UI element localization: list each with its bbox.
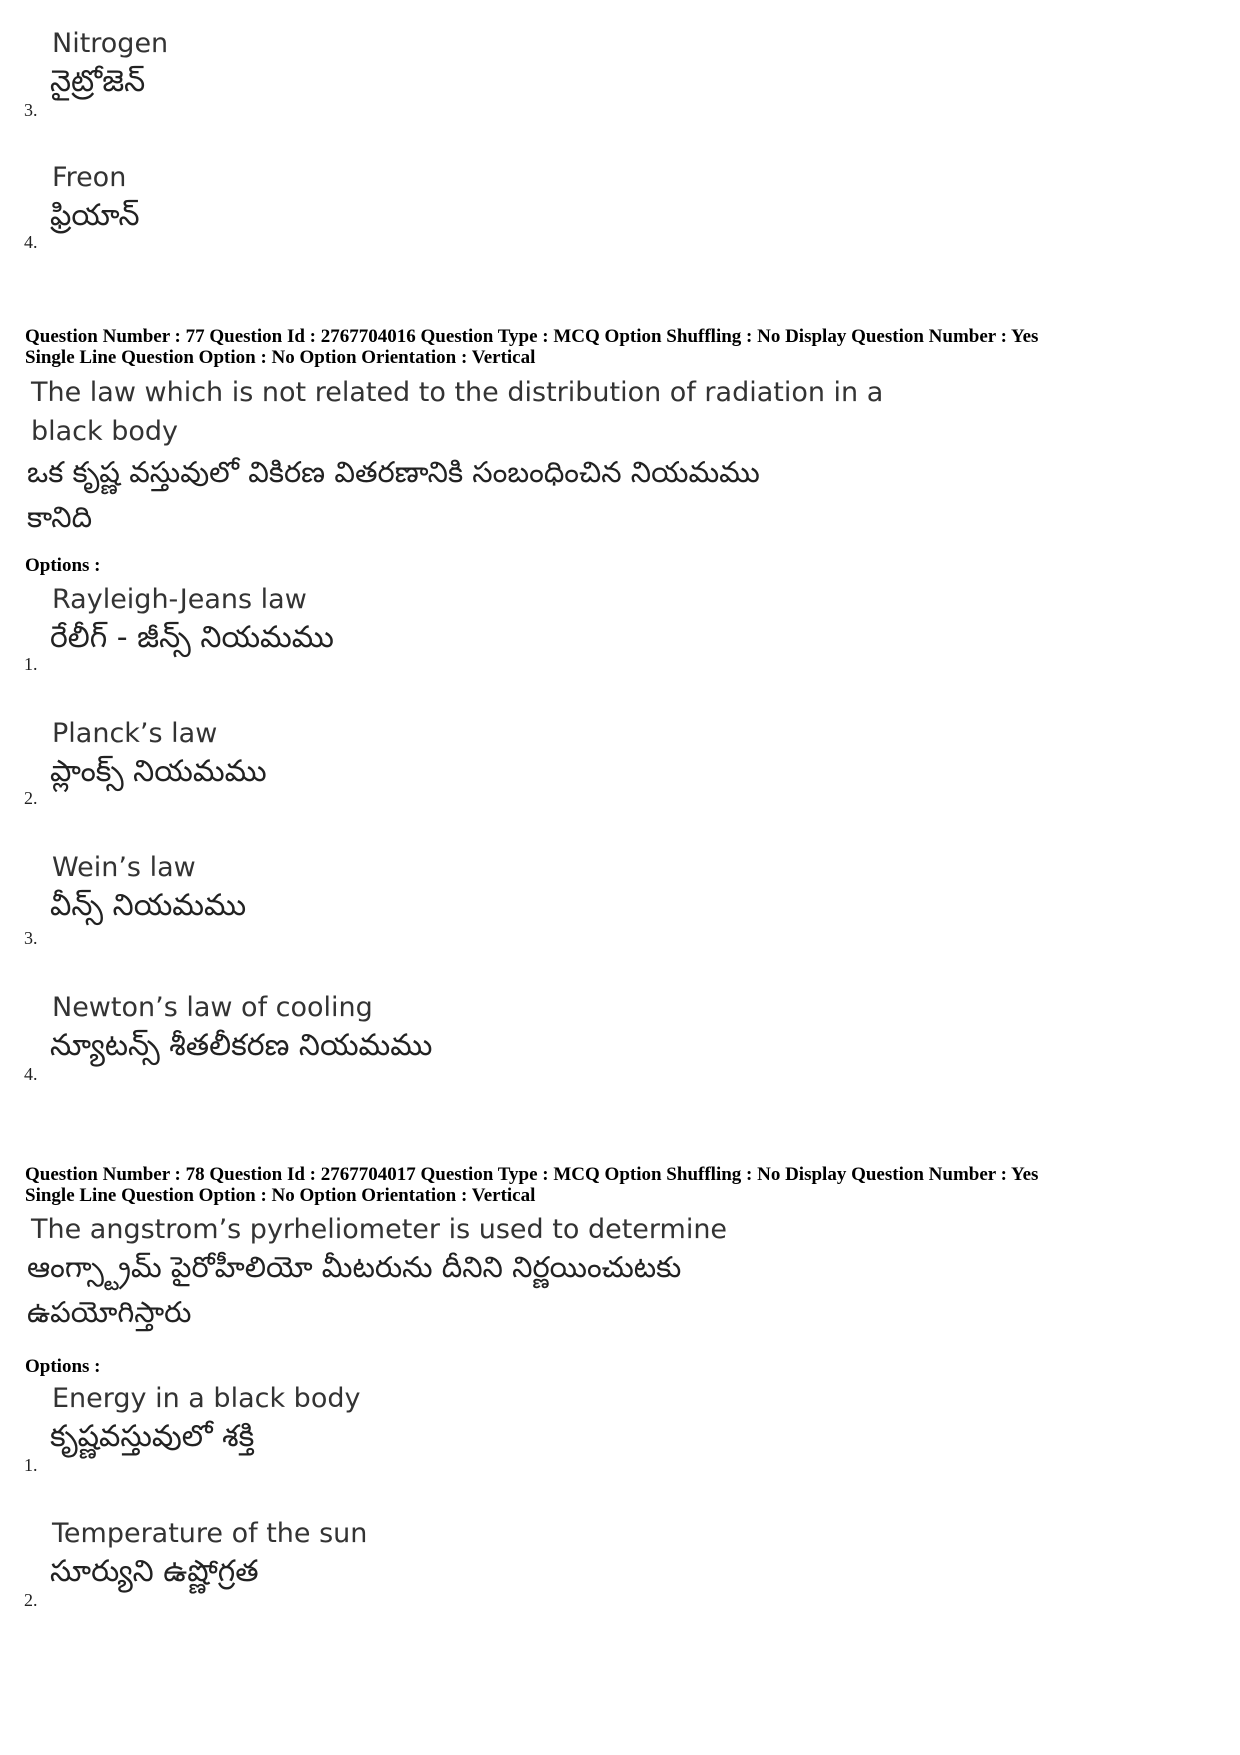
question-meta-line: Question Number : 77 Question Id : 2767704016 Question Type : MCQ Option Shuffling : No Display Question Number : Yes [25, 326, 1039, 347]
option-telugu-text: కృష్ణవస్తువులో శక్తి [50, 1419, 255, 1454]
option-english-text: Nitrogen [52, 28, 169, 59]
question-meta-line: Single Line Question Option : No Option Orientation : Vertical [25, 347, 536, 368]
option-number: 4. [24, 1064, 38, 1084]
question-text-english [31, 1210, 727, 1249]
option-english-text: Temperature of the sun [52, 1518, 368, 1549]
option-telugu-text: నైట్రోజెన్ [50, 64, 146, 99]
option-telugu-text: వీన్స్ నియమము [50, 888, 247, 923]
option-english-text: Planck’s law [52, 718, 218, 749]
question-meta [25, 326, 1225, 368]
option-telugu-text: రేలీగ్ - జీన్స్ నియమము [50, 620, 334, 655]
question-text-line: కానిది [27, 500, 93, 534]
option-english-text: Wein’s law [52, 852, 196, 883]
option-number: 1. [24, 1455, 38, 1475]
question-text-telugu [27, 450, 760, 540]
options-label: Options : [25, 555, 101, 576]
option-english-text: Freon [52, 162, 127, 193]
question-text-line: black body [31, 416, 179, 447]
question-text-english [31, 373, 883, 451]
option-telugu-text: ఫ్రియాన్ [50, 198, 140, 233]
question-text-line: ఒక కృష్ణ వస్తువులో వికిరణ వితరణానికి సంబంధించిన నియమము [27, 455, 760, 489]
option-number: 3. [24, 928, 38, 948]
question-meta-line: Single Line Question Option : No Option Orientation : Vertical [25, 1185, 536, 1206]
question-text-telugu [27, 1245, 681, 1335]
question-text-line: ఆంగ్స్ట్రామ్ పైరోహీలియో మీటరును దీనిని నిర్ణయించుటకు [27, 1250, 682, 1284]
option-english-text: Rayleigh-Jeans law [52, 584, 307, 615]
option-telugu-text: న్యూటన్స్ శీతలీకరణ నియమము [50, 1028, 433, 1063]
question-meta-line: Question Number : 78 Question Id : 2767704017 Question Type : MCQ Option Shuffling : No Display Question Number : Yes [25, 1164, 1039, 1185]
option-number: 2. [24, 1590, 38, 1610]
question-text-line: The law which is not related to the distribution of radiation in a [31, 377, 884, 408]
option-number: 2. [24, 788, 38, 808]
option-english-text: Energy in a black body [52, 1383, 361, 1414]
question-meta [25, 1164, 1225, 1206]
option-telugu-text: సూర్యుని ఉష్ణోగ్రత [50, 1554, 259, 1589]
options-label: Options : [25, 1356, 101, 1377]
option-number: 3. [24, 100, 38, 120]
question-text-line: ఉపయోగిస్తారు [27, 1295, 192, 1329]
option-number: 4. [24, 232, 38, 252]
question-text-line: The angstrom’s pyrheliometer is used to determine [31, 1214, 728, 1245]
option-number: 1. [24, 654, 38, 674]
option-telugu-text: ప్లాంక్స్ నియమము [50, 754, 267, 789]
option-english-text: Newton’s law of cooling [52, 992, 373, 1023]
